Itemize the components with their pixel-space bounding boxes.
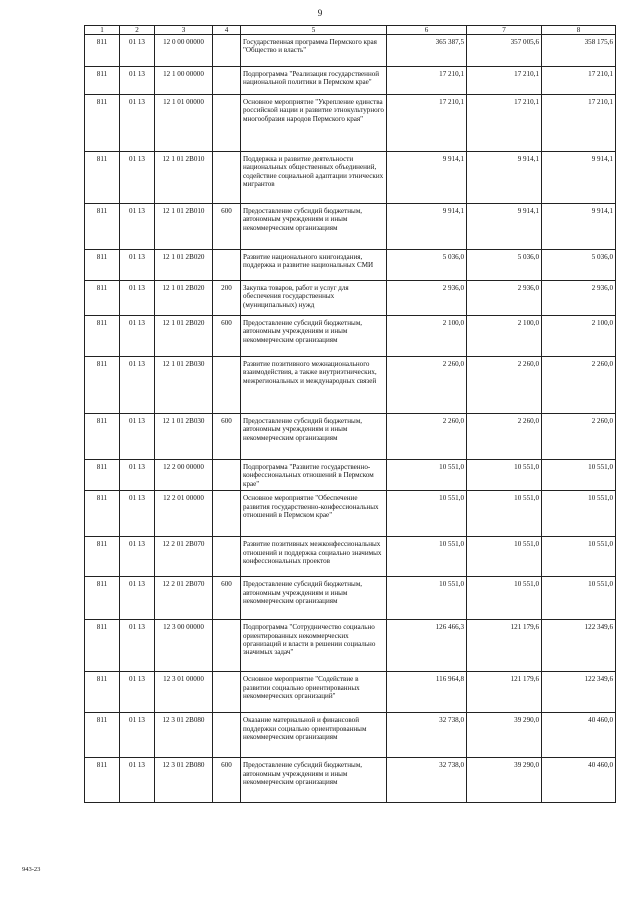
amount-year3-cell: 10 551,0	[542, 577, 616, 620]
target-article-cell: 12 1 01 2В020	[155, 316, 213, 357]
amount-year2-cell: 2 260,0	[467, 414, 542, 460]
budget-table	[84, 25, 616, 803]
target-article-cell: 12 1 01 2В030	[155, 357, 213, 414]
ministry-code-cell: 811	[85, 460, 120, 491]
table-row	[85, 281, 616, 316]
amount-year3-cell: 2 100,0	[542, 316, 616, 357]
section-code-cell: 01 13	[120, 35, 155, 67]
amount-year1-cell: 9 914,1	[387, 152, 467, 204]
table-row	[85, 491, 616, 537]
amount-year3-cell: 2 936,0	[542, 281, 616, 316]
ministry-code-cell: 811	[85, 620, 120, 672]
amount-year3-cell: 17 210,1	[542, 95, 616, 152]
column-header: 2	[120, 26, 155, 35]
page-number: 9	[317, 8, 323, 18]
ministry-code-cell: 811	[85, 672, 120, 713]
section-code-cell: 01 13	[120, 357, 155, 414]
section-code-cell: 01 13	[120, 95, 155, 152]
amount-year3-cell: 9 914,1	[542, 204, 616, 250]
amount-year2-cell: 121 179,6	[467, 620, 542, 672]
item-name-cell: Развитие позитивного межнационального взаимодействия, а также внутриэтнических, межрегиональных и международных связей	[241, 357, 387, 414]
expense-type-cell: 600	[213, 316, 241, 357]
ministry-code-cell: 811	[85, 758, 120, 803]
ministry-code-cell: 811	[85, 204, 120, 250]
ministry-code-cell: 811	[85, 281, 120, 316]
section-code-cell: 01 13	[120, 281, 155, 316]
amount-year2-cell: 2 100,0	[467, 316, 542, 357]
amount-year1-cell: 2 100,0	[387, 316, 467, 357]
table-row	[85, 537, 616, 577]
amount-year1-cell: 10 551,0	[387, 537, 467, 577]
amount-year3-cell: 40 460,0	[542, 713, 616, 758]
expense-type-cell: 600	[213, 414, 241, 460]
ministry-code-cell: 811	[85, 357, 120, 414]
amount-year1-cell: 10 551,0	[387, 491, 467, 537]
amount-year2-cell: 10 551,0	[467, 460, 542, 491]
table-row	[85, 357, 616, 414]
target-article-cell: 12 2 01 2В070	[155, 537, 213, 577]
table-body	[85, 35, 616, 803]
expense-type-cell: 600	[213, 758, 241, 803]
target-article-cell: 12 1 01 2В020	[155, 250, 213, 281]
target-article-cell: 12 2 00 00000	[155, 460, 213, 491]
target-article-cell: 12 3 00 00000	[155, 620, 213, 672]
amount-year2-cell: 5 036,0	[467, 250, 542, 281]
amount-year2-cell: 9 914,1	[467, 204, 542, 250]
amount-year3-cell: 9 914,1	[542, 152, 616, 204]
expense-type-cell: 200	[213, 281, 241, 316]
amount-year2-cell: 2 260,0	[467, 357, 542, 414]
amount-year2-cell: 10 551,0	[467, 537, 542, 577]
item-name-cell: Подпрограмма "Развитие государственно-конфессиональных отношений в Пермском крае"	[241, 460, 387, 491]
expense-type-cell	[213, 357, 241, 414]
target-article-cell: 12 2 01 00000	[155, 491, 213, 537]
table-header-row	[85, 26, 616, 35]
target-article-cell: 12 1 01 00000	[155, 95, 213, 152]
table-row	[85, 414, 616, 460]
amount-year3-cell: 5 036,0	[542, 250, 616, 281]
amount-year2-cell: 2 936,0	[467, 281, 542, 316]
section-code-cell: 01 13	[120, 414, 155, 460]
item-name-cell: Закупка товаров, работ и услуг для обеспечения государственных (муниципальных) нужд	[241, 281, 387, 316]
target-article-cell: 12 3 01 2В080	[155, 758, 213, 803]
ministry-code-cell: 811	[85, 491, 120, 537]
section-code-cell: 01 13	[120, 758, 155, 803]
table-row	[85, 620, 616, 672]
target-article-cell: 12 1 01 2В010	[155, 204, 213, 250]
amount-year3-cell: 2 260,0	[542, 414, 616, 460]
amount-year1-cell: 2 936,0	[387, 281, 467, 316]
section-code-cell: 01 13	[120, 537, 155, 577]
item-name-cell: Предоставление субсидий бюджетным, автономным учреждениям и иным некоммерческим организациям	[241, 577, 387, 620]
expense-type-cell	[213, 713, 241, 758]
section-code-cell: 01 13	[120, 152, 155, 204]
item-name-cell: Подпрограмма "Сотрудничество социально ориентированных некоммерческих организаций и власти в решении социально значимых задач"	[241, 620, 387, 672]
amount-year3-cell: 17 210,1	[542, 67, 616, 95]
amount-year1-cell: 10 551,0	[387, 577, 467, 620]
ministry-code-cell: 811	[85, 95, 120, 152]
table-row	[85, 67, 616, 95]
expense-type-cell	[213, 537, 241, 577]
item-name-cell: Государственная программа Пермского края "Общество и власть"	[241, 35, 387, 67]
target-article-cell: 12 1 01 2В030	[155, 414, 213, 460]
item-name-cell: Поддержка и развитие деятельности национальных общественных объединений, содействие социальной адаптации этнических мигрантов	[241, 152, 387, 204]
expense-type-cell	[213, 250, 241, 281]
document-code: 943-23	[22, 866, 41, 873]
item-name-cell: Основное мероприятие "Укрепление единства российской нации и развитие этнокультурного многообразия народов Пермского края"	[241, 95, 387, 152]
expense-type-cell	[213, 152, 241, 204]
amount-year1-cell: 17 210,1	[387, 95, 467, 152]
amount-year2-cell: 121 179,6	[467, 672, 542, 713]
column-header: 4	[213, 26, 241, 35]
section-code-cell: 01 13	[120, 491, 155, 537]
amount-year3-cell: 40 460,0	[542, 758, 616, 803]
section-code-cell: 01 13	[120, 316, 155, 357]
expense-type-cell: 600	[213, 204, 241, 250]
target-article-cell: 12 3 01 2В080	[155, 713, 213, 758]
amount-year1-cell: 126 466,3	[387, 620, 467, 672]
section-code-cell: 01 13	[120, 577, 155, 620]
expense-type-cell	[213, 620, 241, 672]
table-row	[85, 577, 616, 620]
amount-year2-cell: 39 290,0	[467, 758, 542, 803]
target-article-cell: 12 0 00 00000	[155, 35, 213, 67]
table-row	[85, 152, 616, 204]
table-row	[85, 713, 616, 758]
table-row	[85, 316, 616, 357]
amount-year3-cell: 10 551,0	[542, 537, 616, 577]
amount-year3-cell: 358 175,6	[542, 35, 616, 67]
amount-year3-cell: 122 349,6	[542, 672, 616, 713]
expense-type-cell	[213, 35, 241, 67]
item-name-cell: Предоставление субсидий бюджетным, автономным учреждениям и иным некоммерческим организациям	[241, 204, 387, 250]
table-row	[85, 758, 616, 803]
target-article-cell: 12 1 01 2В010	[155, 152, 213, 204]
ministry-code-cell: 811	[85, 713, 120, 758]
section-code-cell: 01 13	[120, 67, 155, 95]
ministry-code-cell: 811	[85, 414, 120, 460]
column-header: 8	[542, 26, 616, 35]
amount-year3-cell: 122 349,6	[542, 620, 616, 672]
amount-year2-cell: 357 005,6	[467, 35, 542, 67]
section-code-cell: 01 13	[120, 204, 155, 250]
amount-year2-cell: 39 290,0	[467, 713, 542, 758]
target-article-cell: 12 1 00 00000	[155, 67, 213, 95]
column-header: 3	[155, 26, 213, 35]
amount-year1-cell: 17 210,1	[387, 67, 467, 95]
ministry-code-cell: 811	[85, 316, 120, 357]
target-article-cell: 12 3 01 00000	[155, 672, 213, 713]
amount-year1-cell: 116 964,8	[387, 672, 467, 713]
amount-year1-cell: 32 738,0	[387, 713, 467, 758]
ministry-code-cell: 811	[85, 67, 120, 95]
amount-year1-cell: 10 551,0	[387, 460, 467, 491]
target-article-cell: 12 2 01 2В070	[155, 577, 213, 620]
ministry-code-cell: 811	[85, 537, 120, 577]
amount-year1-cell: 5 036,0	[387, 250, 467, 281]
item-name-cell: Основное мероприятие "Обеспечение развития государственно-конфессиональных отношений в Пермском крае"	[241, 491, 387, 537]
table-row	[85, 35, 616, 67]
ministry-code-cell: 811	[85, 250, 120, 281]
amount-year1-cell: 365 387,5	[387, 35, 467, 67]
column-header: 7	[467, 26, 542, 35]
target-article-cell: 12 1 01 2В020	[155, 281, 213, 316]
section-code-cell: 01 13	[120, 620, 155, 672]
section-code-cell: 01 13	[120, 672, 155, 713]
amount-year2-cell: 17 210,1	[467, 67, 542, 95]
item-name-cell: Развитие позитивных межконфессиональных отношений и поддержка социально значимых конфессиональных проектов	[241, 537, 387, 577]
table-row	[85, 95, 616, 152]
expense-type-cell	[213, 460, 241, 491]
item-name-cell: Предоставление субсидий бюджетным, автономным учреждениям и иным некоммерческим организациям	[241, 316, 387, 357]
ministry-code-cell: 811	[85, 577, 120, 620]
item-name-cell: Развитие национального книгоиздания, поддержка и развитие национальных СМИ	[241, 250, 387, 281]
amount-year2-cell: 17 210,1	[467, 95, 542, 152]
section-code-cell: 01 13	[120, 713, 155, 758]
item-name-cell: Основное мероприятие "Содействие в развитии социально ориентированных некоммерческих организаций"	[241, 672, 387, 713]
amount-year1-cell: 2 260,0	[387, 357, 467, 414]
expense-type-cell	[213, 672, 241, 713]
ministry-code-cell: 811	[85, 152, 120, 204]
table-row	[85, 204, 616, 250]
table-row	[85, 250, 616, 281]
column-header: 1	[85, 26, 120, 35]
amount-year1-cell: 9 914,1	[387, 204, 467, 250]
amount-year1-cell: 32 738,0	[387, 758, 467, 803]
item-name-cell: Предоставление субсидий бюджетным, автономным учреждениям и иным некоммерческим организациям	[241, 758, 387, 803]
section-code-cell: 01 13	[120, 460, 155, 491]
amount-year2-cell: 10 551,0	[467, 491, 542, 537]
column-header: 5	[241, 26, 387, 35]
column-header: 6	[387, 26, 467, 35]
amount-year3-cell: 10 551,0	[542, 460, 616, 491]
amount-year1-cell: 2 260,0	[387, 414, 467, 460]
table-row	[85, 672, 616, 713]
item-name-cell: Подпрограмма "Реализация государственной национальной политики в Пермском крае"	[241, 67, 387, 95]
table-row	[85, 460, 616, 491]
ministry-code-cell: 811	[85, 35, 120, 67]
amount-year3-cell: 10 551,0	[542, 491, 616, 537]
amount-year2-cell: 9 914,1	[467, 152, 542, 204]
expense-type-cell	[213, 95, 241, 152]
expense-type-cell: 600	[213, 577, 241, 620]
amount-year3-cell: 2 260,0	[542, 357, 616, 414]
item-name-cell: Оказание материальной и финансовой поддержки социально ориентированным некоммерческим организациям	[241, 713, 387, 758]
item-name-cell: Предоставление субсидий бюджетным, автономным учреждениям и иным некоммерческим организациям	[241, 414, 387, 460]
section-code-cell: 01 13	[120, 250, 155, 281]
amount-year2-cell: 10 551,0	[467, 577, 542, 620]
expense-type-cell	[213, 67, 241, 95]
expense-type-cell	[213, 491, 241, 537]
